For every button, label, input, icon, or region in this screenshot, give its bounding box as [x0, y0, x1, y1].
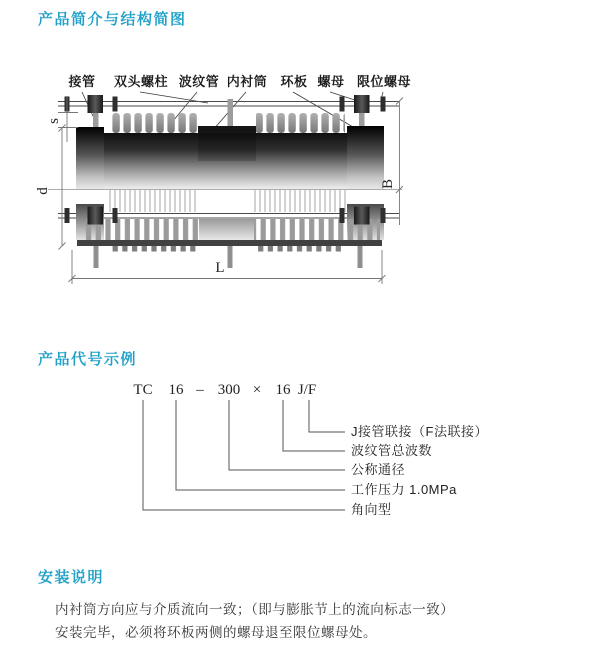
label-bellows: 波纹管 — [178, 74, 220, 89]
label-double-end-stud: 双头螺柱 — [113, 74, 169, 89]
explanation-waves: 波纹管总波数 — [351, 443, 433, 458]
label-connecting-pipe: 接管 — [68, 74, 96, 89]
explanation-pressure: 工作压力 1.0MPa — [351, 482, 457, 497]
code-part-diameter: 300 — [217, 382, 241, 398]
code-connector-lines — [143, 400, 345, 510]
code-part-connection: J/F — [297, 382, 317, 398]
install-note-line2: 安装完毕，必须将环板两侧的螺母退至限位螺母处。 — [55, 625, 377, 640]
explanation-connection: J接管联接（F法联接） — [351, 424, 488, 439]
connecting-pipe-right — [347, 126, 384, 189]
assembly-drawing — [48, 95, 402, 268]
center-lower-block — [199, 219, 254, 240]
dim-b: B — [380, 178, 396, 190]
label-limit-nut: 限位螺母 — [356, 74, 412, 89]
label-inner-sleeve: 内衬筒 — [226, 74, 268, 89]
inner-sleeve-collar — [198, 126, 256, 134]
expansion-joint-structure-diagram — [0, 55, 600, 305]
connecting-pipe-left — [76, 127, 104, 189]
code-part-dash: – — [196, 382, 204, 398]
stud-bottom-right — [358, 246, 363, 268]
stud-bottom-center — [228, 246, 233, 268]
code-part-waves: 16 — [275, 382, 291, 398]
stud-bottom-left — [94, 246, 99, 268]
explanation-type: 角向型 — [351, 502, 392, 517]
bellows-convolutions-left — [110, 113, 198, 133]
bellows-convolutions-right — [256, 113, 345, 133]
label-ring-plate: 环板 — [280, 74, 308, 89]
code-part-type: TC — [133, 382, 153, 398]
dim-l: L — [215, 260, 225, 276]
product-code-diagram — [0, 368, 600, 538]
explanation-diameter: 公称通径 — [351, 462, 406, 477]
section-intro-heading: 产品简介与结构简图 — [38, 11, 187, 28]
lower-band — [77, 240, 382, 246]
code-string — [133, 382, 316, 398]
part-labels — [67, 74, 411, 89]
code-part-times: × — [252, 382, 262, 398]
stud-top-center — [228, 99, 234, 128]
dim-d: d — [35, 187, 51, 195]
label-nut: 螺母 — [317, 74, 345, 89]
dim-s: s — [46, 118, 62, 124]
code-part-pressure: 16 — [168, 382, 184, 398]
code-explanations — [351, 424, 488, 517]
section-install-heading: 安装说明 — [38, 569, 105, 586]
section-code-heading: 产品代号示例 — [38, 351, 138, 368]
install-note-line1: 内衬筒方向应与介质流向一致；（即与膨胀节上的流向标志一致） — [55, 602, 455, 617]
